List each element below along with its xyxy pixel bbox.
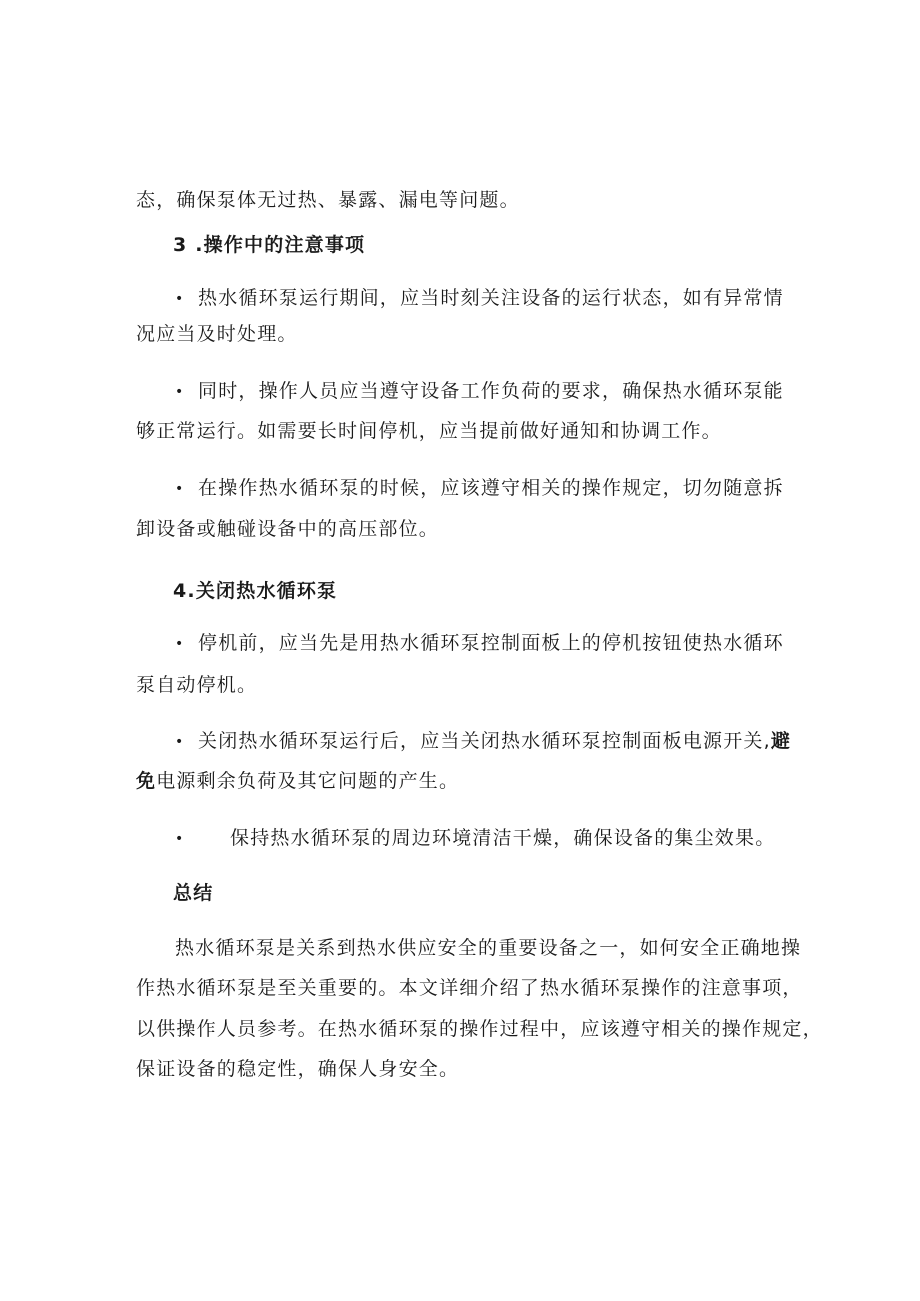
bullet-icon: •	[175, 384, 184, 400]
item-line-2: 卸设备或触碰设备中的高压部位。	[136, 518, 440, 540]
summary-line-2: 作热水循环泵是至关重要的。本文详细介绍了热水循环泵操作的注意事项，	[136, 977, 803, 999]
item-line-2: 况应当及时处理。	[136, 323, 298, 345]
summary-line-1: 热水循环泵是关系到热水供应安全的重要设备之一，如何安全正确地操	[175, 937, 802, 959]
summary-line-3: 以供操作人员参考。在热水循环泵的操作过程中，应该遵守相关的操作规定，	[136, 1018, 823, 1040]
item-line-1-text: 关闭热水循环泵运行后，应当关闭热水循环泵控制面板电源开关,	[198, 730, 771, 752]
summary-line-4: 保证设备的稳定性，确保人身安全。	[136, 1058, 460, 1080]
item-line-2: 够正常运行。如需要长时间停机，应当提前做好通知和协调工作。	[136, 420, 722, 442]
item-line-2-bold: 免	[136, 770, 157, 792]
section-4-heading: 4.关闭热水循环泵	[173, 580, 338, 602]
item-line-1	[198, 728, 791, 754]
item-line-1-bold: 避	[770, 730, 792, 752]
item-line-2-text: 电源剩余负荷及其它问题的产生。	[156, 770, 460, 792]
item-line-1: 保持热水循环泵的周边环境清洁干燥，确保设备的集尘效果。	[230, 827, 776, 849]
bullet-icon: •	[175, 831, 184, 847]
summary-heading: 总结	[173, 882, 214, 904]
continuation-text: 态，确保泵体无过热、暴露、漏电等问题。	[136, 189, 520, 211]
item-line-2	[136, 768, 459, 794]
bullet-icon: •	[175, 734, 184, 750]
bullet-icon: •	[175, 291, 184, 307]
item-line-1: 停机前，应当先是用热水循环泵控制面板上的停机按钮使热水循环	[198, 632, 784, 654]
bullet-icon: •	[175, 636, 184, 652]
bullet-icon: •	[175, 481, 184, 497]
item-line-1: 热水循环泵运行期间，应当时刻关注设备的运行状态，如有异常情	[198, 287, 784, 309]
item-line-2: 泵自动停机。	[136, 674, 258, 696]
item-line-1: 同时，操作人员应当遵守设备工作负荷的要求，确保热水循环泵能	[198, 380, 784, 402]
item-line-1: 在操作热水循环泵的时候，应该遵守相关的操作规定，切勿随意拆	[198, 477, 784, 499]
section-3-heading: 3 .操作中的注意事项	[173, 234, 366, 256]
